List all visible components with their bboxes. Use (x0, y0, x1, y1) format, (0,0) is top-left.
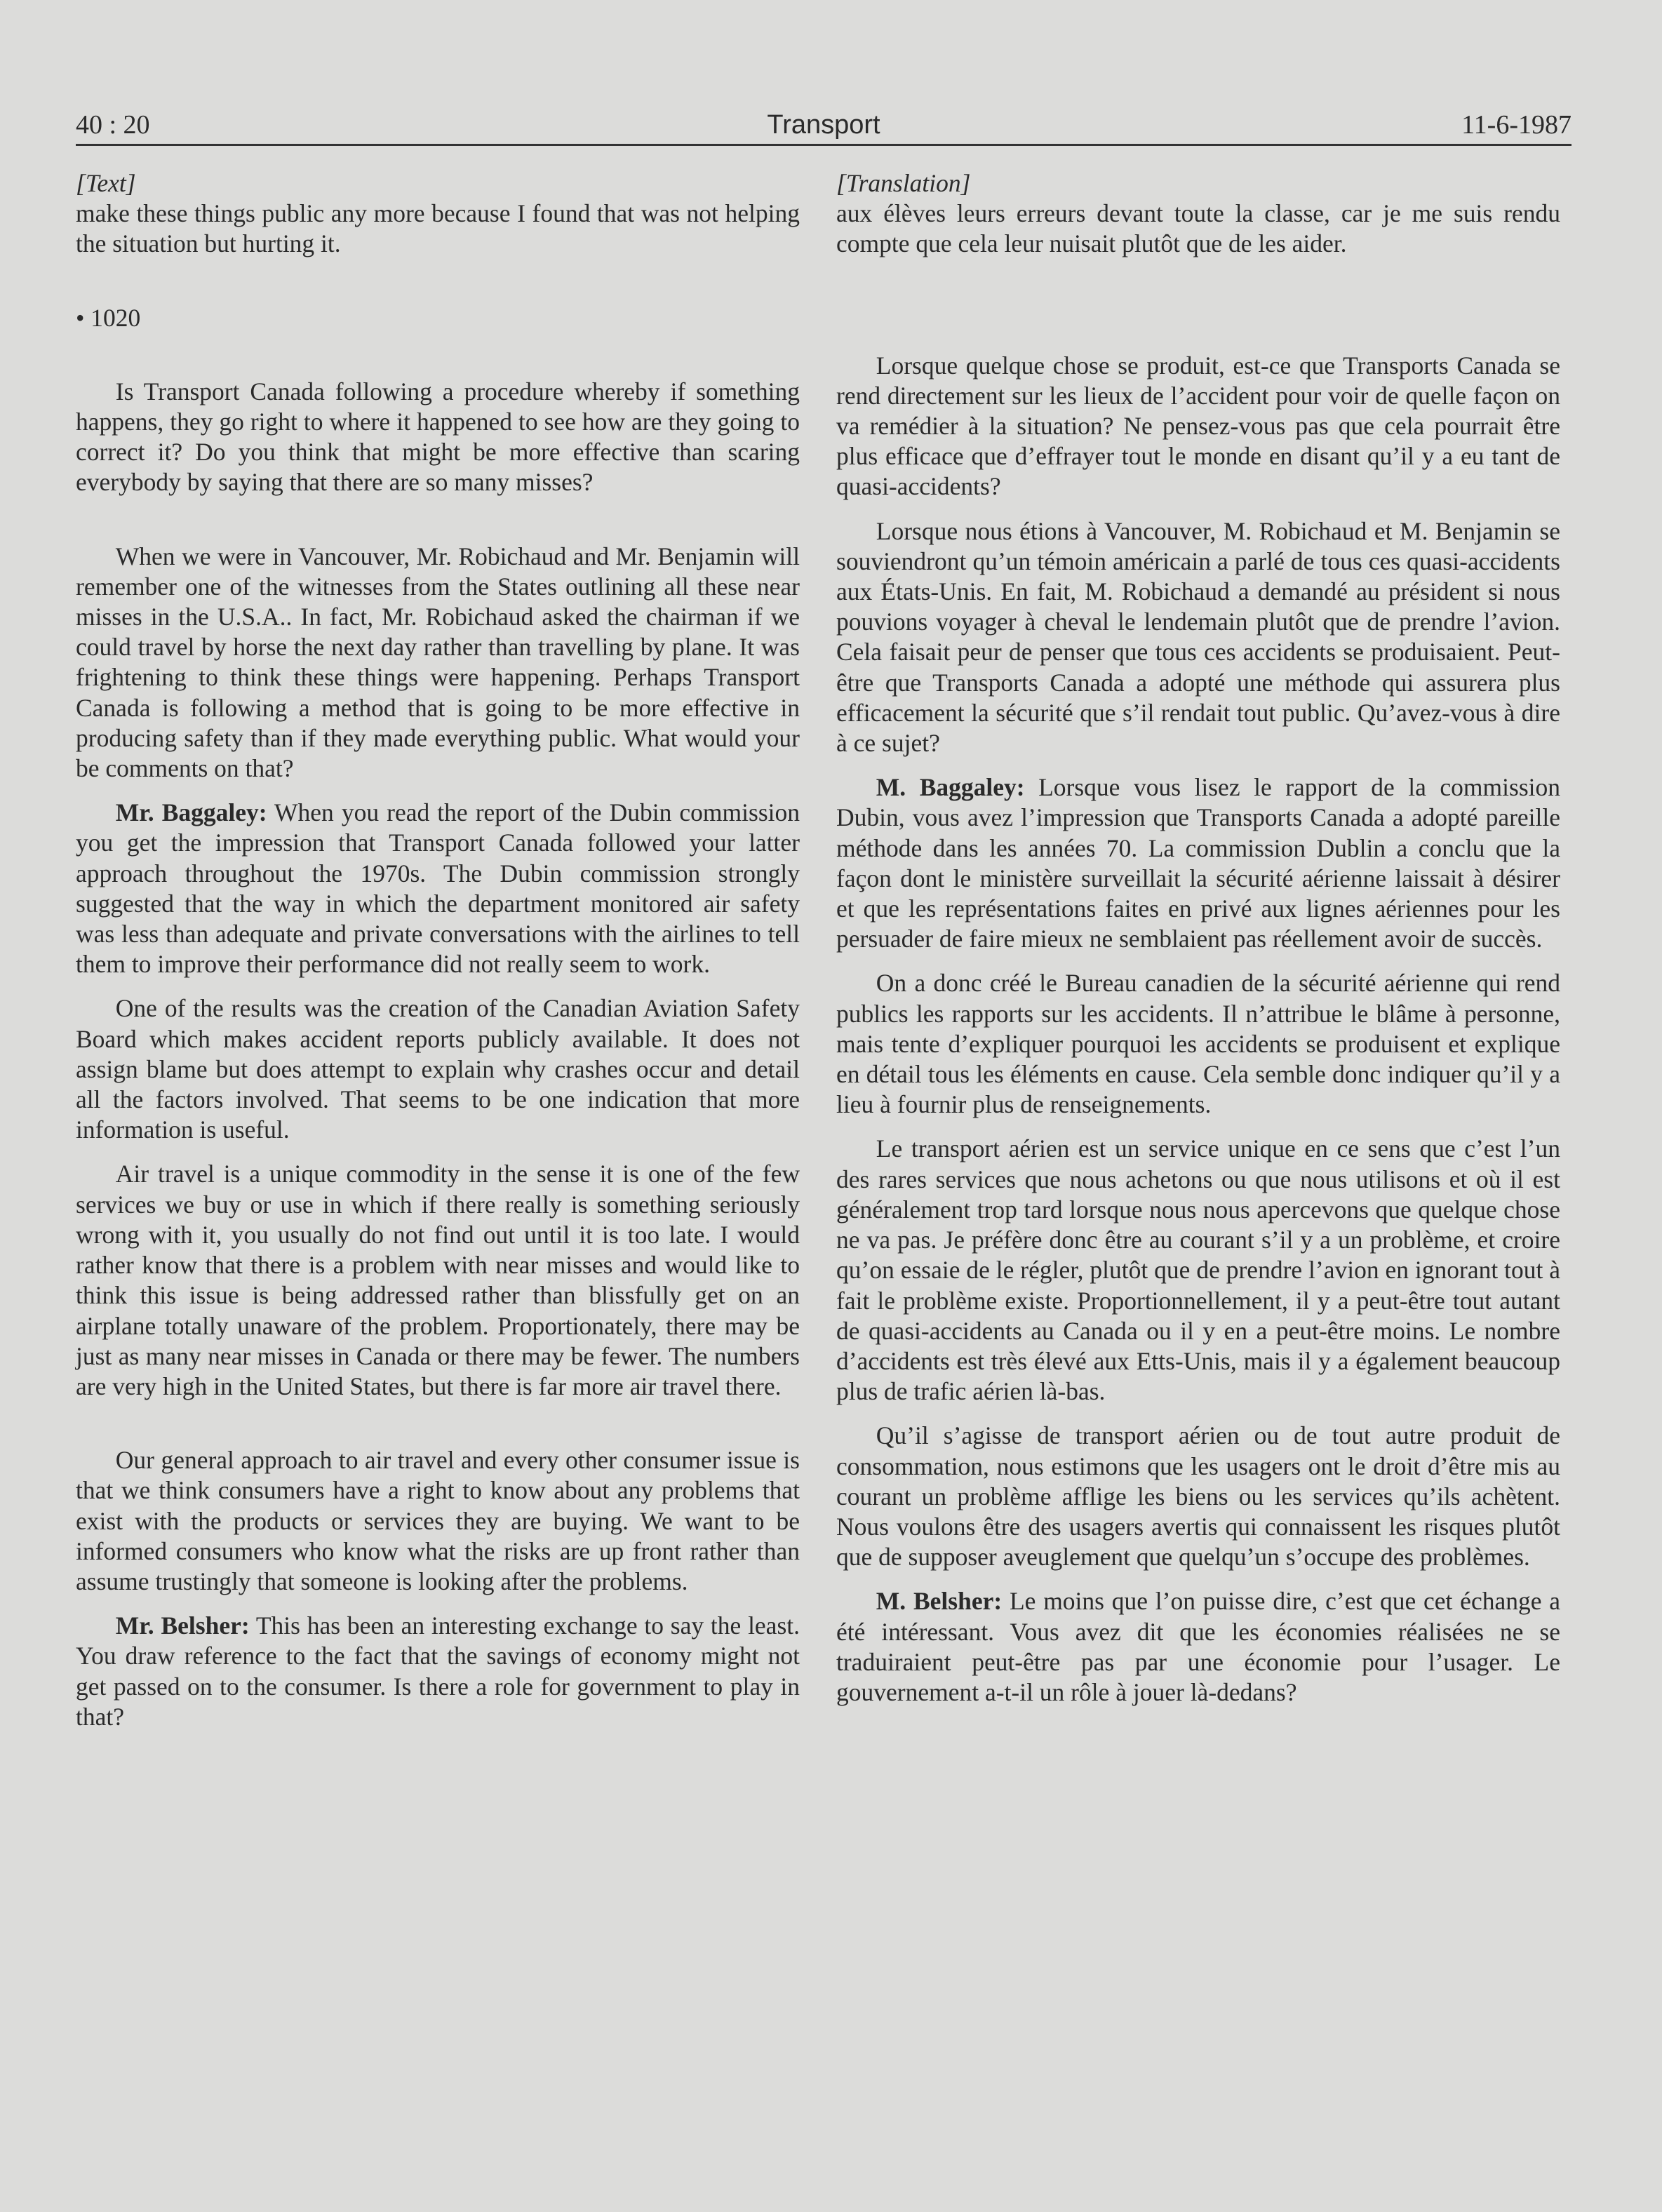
header-rule (76, 144, 1571, 146)
spacer (76, 498, 800, 542)
spacer (76, 979, 800, 993)
spacer (76, 260, 800, 303)
lang-label-translation: [Translation] (836, 169, 971, 197)
spacer (76, 333, 800, 377)
spacer (836, 1572, 1560, 1586)
spacer (836, 1120, 1560, 1134)
spacer (836, 260, 1560, 351)
left-paragraph-7: Our general approach to air travel and every other consumer issue is that we think consumers have a right to know about any problems that exist with the products or services they are buying. We want to be informed consumers who know what the risks are up front rather than assume trustingly that someone is looking after the problems. (76, 1446, 800, 1595)
speech-text: When you read the report of the Dubin commission you get the impression that Transport Canada followed your latter approach throughout the 1970s. The Dubin commission strongly suggested that the way in which the department monitored air safety was less than adequate and private conversations with the airlines to tell them to improve their performance did not really seem to work. (76, 798, 800, 979)
speech-text: Lorsque vous lisez le rapport de la commission Dubin, vous avez l’impression que Transports Canada a adopté pareille méthode dans les années 70. La commission Dublin a conclu que la façon dont le ministère surveillait la sécurité aérienne laissait à désirer et que les représentations faites en privé aux lignes aériennes pour les persuader de faire mieux ne semblaient pas réellement avoir de succès. (836, 773, 1560, 953)
spacer (836, 758, 1560, 772)
french-column (836, 168, 1560, 1708)
spacer (836, 1407, 1560, 1421)
spacer (76, 1597, 800, 1611)
left-paragraph-5: One of the results was the creation of the Canadian Aviation Safety Board which makes accident reports publicly available. It does not assign blame but does attempt to explain why crashes occur and detail all the factors involved. That seems to be one indication that more information is useful. (76, 994, 800, 1144)
left-paragraph-1: make these things public any more because I found that was not helping the situation but hurting it. (76, 199, 800, 258)
right-paragraph-5: On a donc créé le Bureau canadien de la sécurité aérienne qui rend publics les rapports sur les accidents. Il n’attribue le blâme à personne, mais tente d’expliquer pourquoi les accidents se produisent et explique en détail tous les éléments en cause. Cela semble donc indiquer qu’il y a lieu à fournir plus de renseignements. (836, 969, 1560, 1119)
lang-label-translation-value: Translation (845, 169, 961, 197)
right-paragraph-8 (836, 1586, 1560, 1708)
speech-text: Le moins que l’on puisse dire, c’est que cet échange a été intéressant. Vous avez dit que les économies réalisées ne se traduiraient peut-être pas par une économie pour l’usager. Le gouvernement a-t-il un rôle à jouer là-dedans? (836, 1587, 1561, 1706)
page-header (76, 109, 1571, 140)
speaker-name: M. Baggaley: (876, 773, 1025, 802)
spacer (76, 784, 800, 798)
speaker-name: M. Belsher: (876, 1587, 1003, 1616)
left-paragraph-8 (76, 1611, 800, 1732)
left-paragraph-6: Air travel is a unique commodity in the sense it is one of the few services we buy or use in which if there really is something seriously wrong with it, you usually do not find out until it is too late. I would rather know that there is a problem with near misses and would like to think this issue is being addressed rather than blissfully get on an airplane totally unaware of the problem. Proportionately, there may be just as many near misses in Canada or there may be fewer. The numbers are very high in the United States, but there is far more air travel there. (76, 1160, 800, 1400)
page-number: 40 : 20 (76, 110, 150, 140)
english-column (76, 168, 800, 1732)
header-date: 11-6-1987 (1461, 110, 1571, 140)
speech-text: This has been an interesting exchange to say the least. You draw reference to the fact that the savings of economy might not get passed on to the consumer. Is there a role for government to play in that? (76, 1611, 800, 1731)
right-paragraph-7: Qu’il s’agisse de transport aérien ou de tout autre produit de consommation, nous estimons que les usagers ont le droit d’être mis au courant un problème afflige les biens ou les services qu’ils achètent. Nous voulons être des usagers avertis qui connaissent les risques plutôt que de supposer aveuglement que quelqu’un s’occupe des problèmes. (836, 1421, 1560, 1571)
right-paragraph-2: Lorsque quelque chose se produit, est-ce que Transports Canada se rend directement sur les lieux de l’accident pour voir de quelle façon on va remédier à la situation? Ne pensez-vous pas que cela pourrait être plus efficace que d’effrayer tout le monde en disant qu’il y a eu tant de quasi-accidents? (836, 351, 1560, 501)
speaker-name: Mr. Baggaley: (115, 798, 267, 827)
running-title: Transport (767, 110, 880, 140)
right-paragraph-3: Lorsque nous étions à Vancouver, M. Robichaud et M. Benjamin se souviendront qu’un témoin américain a parlé de tous ces quasi-accidents aux États-Unis. En fait, M. Robichaud a demandé au président si nous pouvions voyager à cheval le lendemain plutôt que de prendre l’avion. Cela faisait peur de penser que tous ces accidents se produisaient. Peut-être que Transports Canada a adopté une méthode qui assurera plus efficacement la sécurité que s’il rendait tout public. Qu’avez-vous à dire à ce sujet? (836, 516, 1560, 758)
right-paragraph-1: aux élèves leurs erreurs devant toute la classe, car je me suis rendu compte que cela leur nuisait plutôt que de les aider. (836, 199, 1560, 258)
right-paragraph-6: Le transport aérien est un service unique en ce sens que c’est l’un des rares services que nous achetons ou que nous utilisons et où il est généralement trop tard lorsque nous nous apercevons que quelque chose ne va pas. Je préfère donc être au courant s’il y a un problème, et croire qu’on essaie de le régler, plutôt que de prendre l’avion en ignorant tout à fait le problème existe. Proportionnellement, il y a peut-être tout autant de quasi-accidents au Canada ou il y en a peut-être moins. Le nombre d’accidents est très élevé aux Etts-Unis, mais il y a également beaucoup plus de trafic aérien là-bas. (836, 1134, 1560, 1406)
lang-label-text-value: Text (85, 169, 126, 197)
speaker-name: Mr. Belsher: (115, 1611, 250, 1640)
right-paragraph-4 (836, 772, 1560, 954)
spacer (836, 954, 1560, 968)
left-paragraph-4 (76, 798, 800, 979)
spacer (836, 502, 1560, 516)
spacer (76, 1402, 800, 1445)
lang-label-text: [Text] (76, 169, 136, 197)
spacer (76, 1145, 800, 1159)
left-paragraph-2: Is Transport Canada following a procedure whereby if something happens, they go right to where it happened to see how are they going to correct it? Do you think that might be more effective than scaring everybody by saying that there are so many misses? (76, 377, 800, 497)
left-paragraph-3: When we were in Vancouver, Mr. Robichaud and Mr. Benjamin will remember one of the witnesses from the States outlining all these near misses in the U.S.A.. In fact, Mr. Robichaud asked the chairman if we could travel by horse the next day rather than travelling by plane. It was frightening to think these things were happening. Perhaps Transport Canada is following a method that is going to be more effective in producing safety than if they made everything public. What would your be comments on that? (76, 542, 800, 783)
time-marker: • 1020 (76, 303, 141, 332)
